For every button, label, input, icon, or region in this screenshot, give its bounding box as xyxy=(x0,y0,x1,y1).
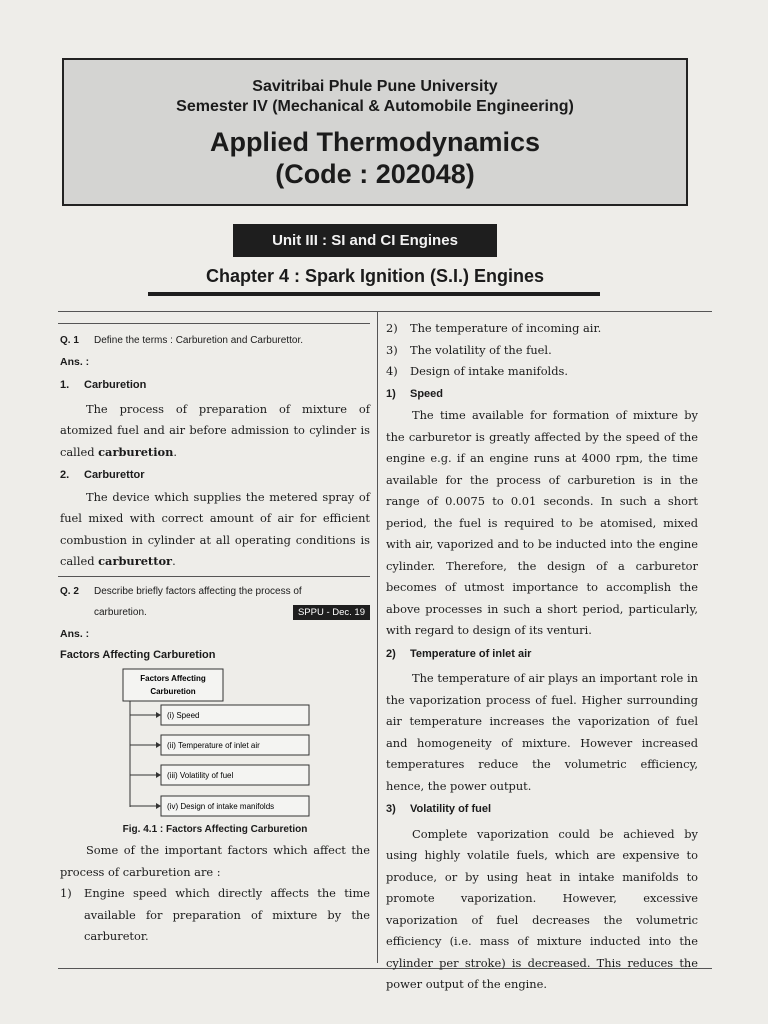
section-heading-volatility: 3) Volatility of fuel xyxy=(386,803,492,815)
q1-rule xyxy=(58,323,370,324)
definition-paragraph-2: The device which supplies the metered spray of fuel mixed with correct amount of air for efficient combustion in cylinder at all operating conditions is called carburettor. xyxy=(60,489,370,568)
question-text: Describe briefly factors affecting the process of xyxy=(94,585,302,597)
course-title: Applied Thermodynamics xyxy=(209,127,541,157)
diagram-item-volatility: (iii) Volatility of fuel xyxy=(167,770,234,780)
column-divider xyxy=(377,311,378,963)
factors-intro: Some of the important factors which affect the process of carburetion are : xyxy=(60,843,370,879)
title-banner xyxy=(62,58,688,206)
figure-caption: Fig. 4.1 : Factors Affecting Carburetion xyxy=(122,823,308,835)
factor-list-item: 1) Engine speed which directly affects the time available for preparation of mixture by the carburetor. xyxy=(60,886,370,943)
exam-badge: SPPU - Dec. 19 xyxy=(293,605,370,620)
factor-list-item: 2) The temperature of incoming air. xyxy=(386,321,602,335)
definition-heading-1: 1. Carburetion xyxy=(60,379,147,391)
unit-badge: Unit III : SI and CI Engines xyxy=(233,224,497,257)
section-heading-temperature: 2) Temperature of inlet air xyxy=(386,647,532,660)
top-divider xyxy=(58,311,712,312)
university-name: Savitribai Phule Pune University xyxy=(252,78,498,95)
diagram-item-temperature: (ii) Temperature of inlet air xyxy=(167,740,260,750)
section-paragraph-temperature: The temperature of air plays an important role in the vaporization process of fuel. Higher surrounding air temperature increases the vaporization of fuel and homogeneity of mixture. However increased temperatures reduce the volumetric efficiency, hence, the power output. xyxy=(386,671,698,793)
question-2 xyxy=(60,581,370,603)
question-1 xyxy=(60,330,370,352)
definition-paragraph-1: The process of preparation of mixture of atomized fuel and air before admission to cylinder is called carburetion. xyxy=(60,401,370,459)
section-paragraph-speed: The time available for formation of mixture by the carburetor is greatly affected by the speed of the engine e.g. if an engine runs at 4000 rpm, the time available for the process of carburetion is in the range of 0.0075 to 0.01 seconds. In such a short period, the fuel is required to be atomised, mixed with air, vaporized and to be inducted into the engine cylinder. Therefore, the design of a carburetor becomes of utmost importance to accomplish the above processes in such a short period, particularly, with regard to design of its venturi. xyxy=(386,408,698,637)
chapter-underline xyxy=(148,292,600,296)
question-2-line-2 xyxy=(60,602,370,624)
semester-line: Semester IV (Mechanical & Automobile Engineering) xyxy=(176,98,574,115)
question-text-continued: carburetion. xyxy=(94,607,147,618)
right-column xyxy=(386,318,698,996)
factors-diagram xyxy=(60,667,370,825)
diagram-root-line-2: Carburetion xyxy=(150,686,196,696)
left-column xyxy=(60,330,370,948)
answer-label: Ans. : xyxy=(60,627,90,640)
answer-label: Ans. : xyxy=(60,355,90,368)
diagram-arrowhead xyxy=(156,772,161,778)
factor-list-item: 4) Design of intake manifolds. xyxy=(386,364,568,378)
diagram-arrowhead xyxy=(156,712,161,718)
factors-heading: Factors Affecting Carburetion xyxy=(60,649,216,661)
question-number: Q. 1 xyxy=(60,335,79,346)
diagram-item-speed: (i) Speed xyxy=(167,710,200,720)
question-text: Define the terms : Carburetion and Carburettor. xyxy=(94,335,303,346)
factor-list-item: 3) The volatility of the fuel. xyxy=(386,342,552,357)
diagram-item-manifold-design: (iv) Design of intake manifolds xyxy=(167,801,275,811)
course-code: (Code : 202048) xyxy=(275,159,475,189)
section-heading-speed: 1) Speed xyxy=(386,387,444,400)
question-number: Q. 2 xyxy=(60,585,79,597)
diagram-arrowhead xyxy=(156,803,161,809)
section-paragraph-volatility: Complete vaporization could be achieved by using highly volatile fuels, which are expensive to produce, or by using heat in intake manifolds to promote vaporization. However, excessive vaporization of fuel decreases the volumetric efficiency (i.e. mass of mixture inducted into the cylinder per stroke) is decreased. This reduces the power output of the engine. xyxy=(386,826,698,991)
diagram-arrowhead xyxy=(156,742,161,748)
chapter-title: Chapter 4 : Spark Ignition (S.I.) Engines xyxy=(205,266,545,286)
diagram-root-line-1: Factors Affecting xyxy=(140,673,206,683)
definition-heading-2: 2. Carburettor xyxy=(60,469,145,481)
